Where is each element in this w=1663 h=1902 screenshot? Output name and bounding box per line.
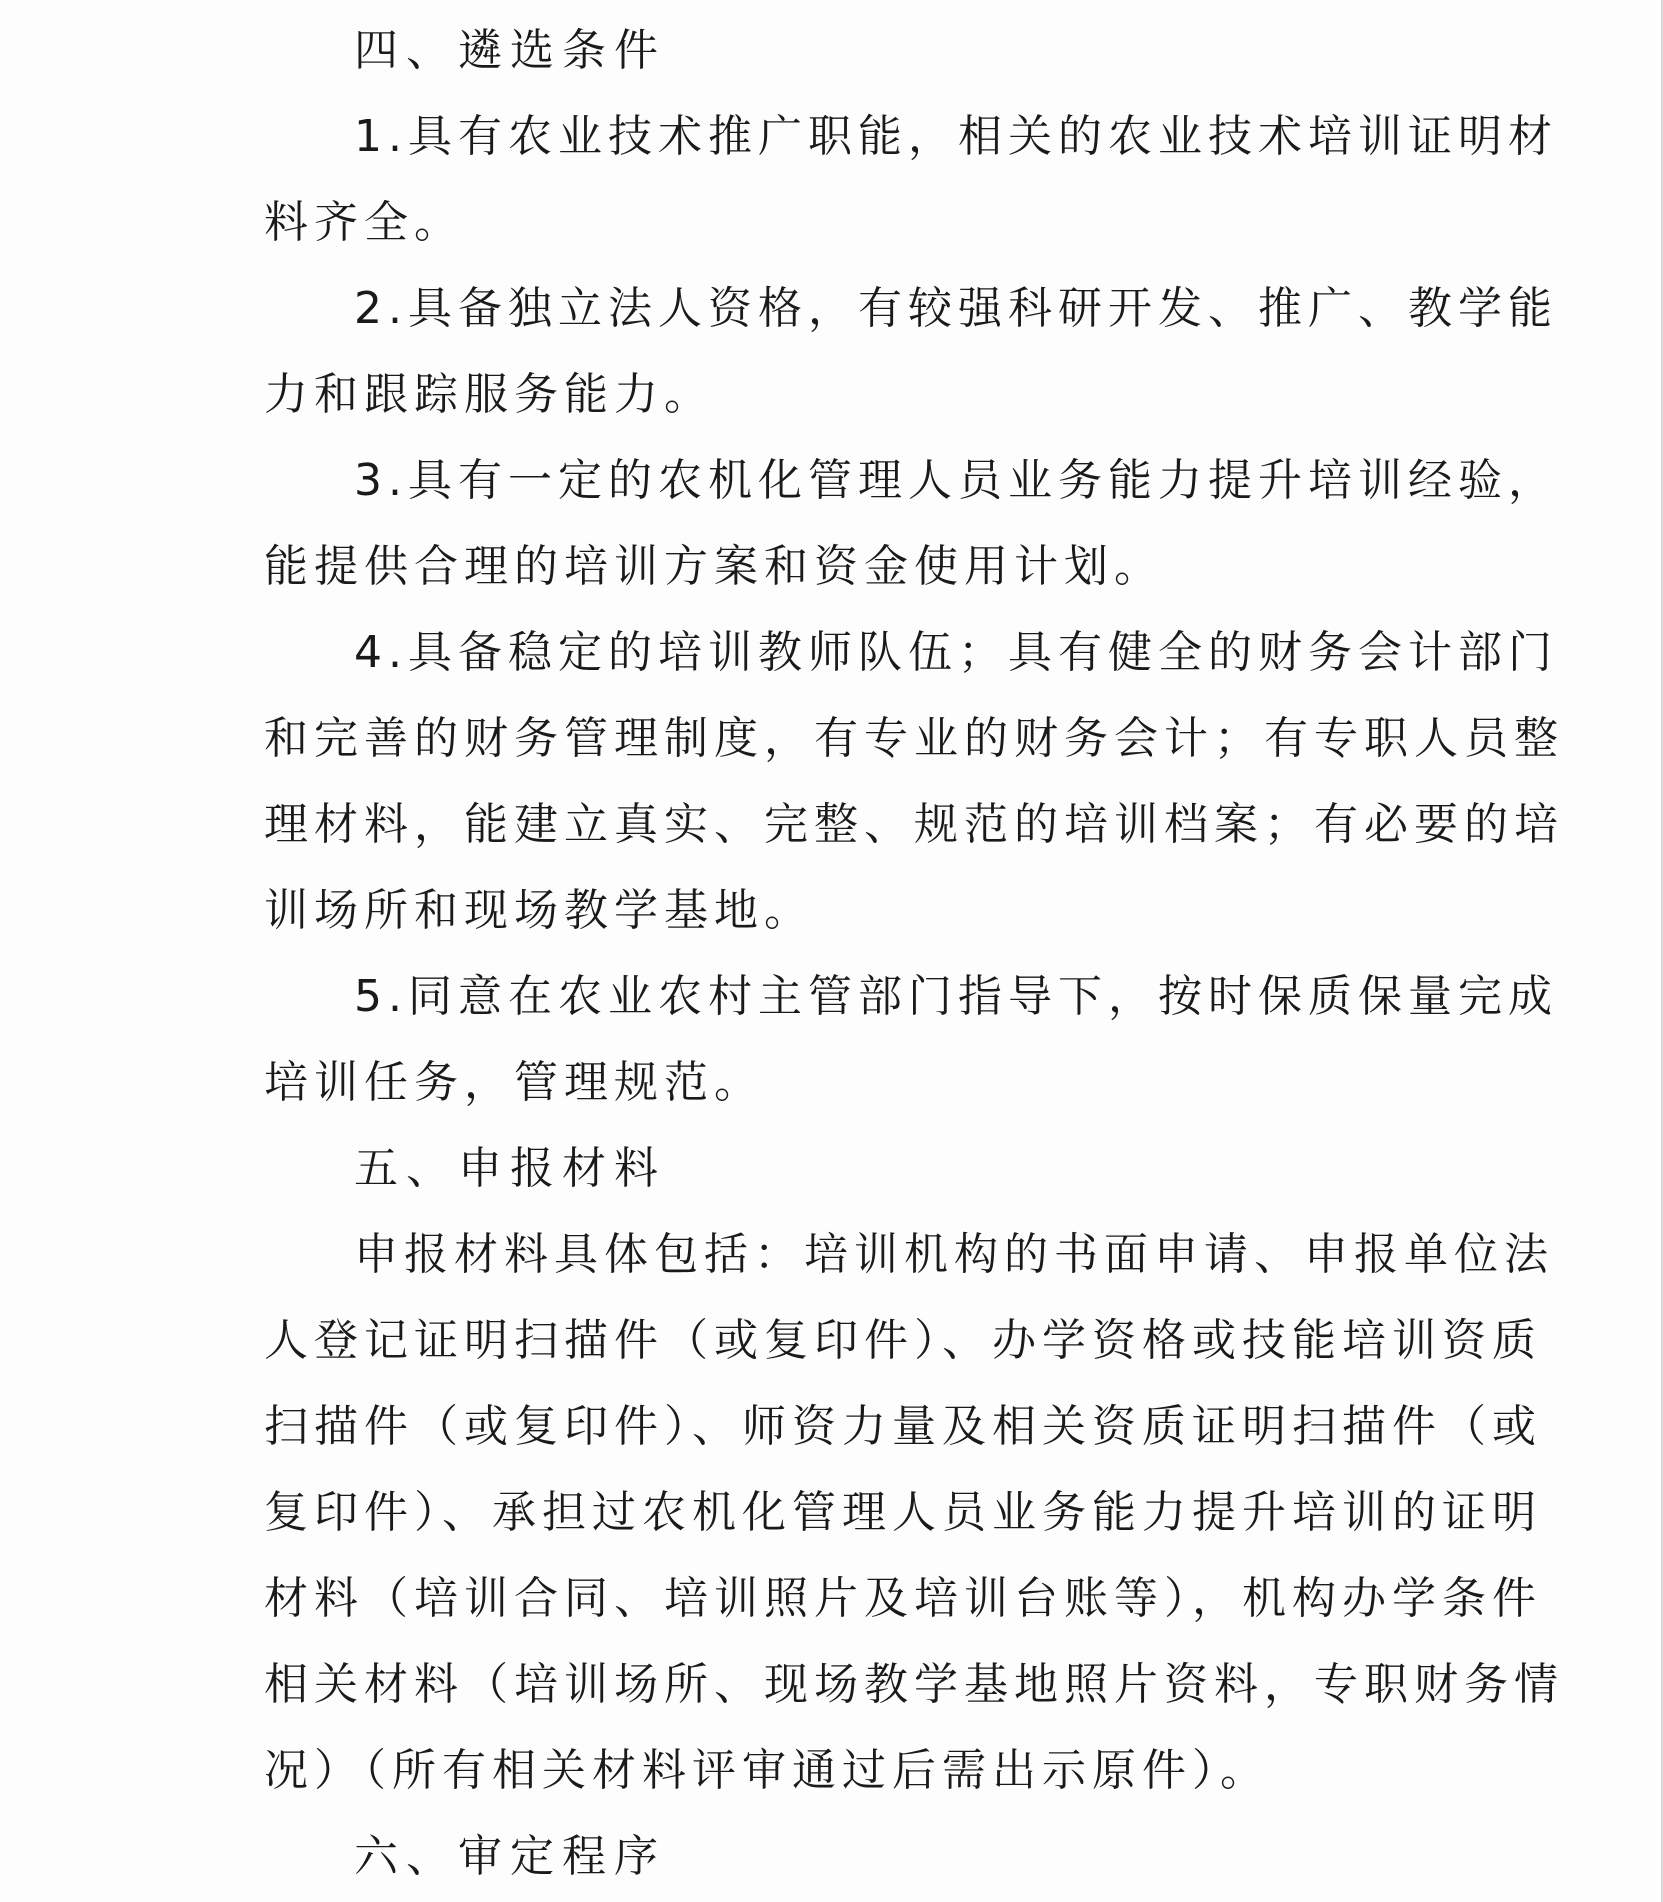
paragraph-line: 料齐全。 <box>264 197 464 248</box>
section-heading-4: 四、遴选条件 <box>354 25 666 76</box>
paragraph-line: 1.具有农业技术推广职能，相关的农业技术培训证明材 <box>354 111 1558 162</box>
application-materials-paragraph <box>264 1212 1564 1814</box>
paragraph-line: 训场所和现场教学基地。 <box>264 885 814 936</box>
section-heading-5: 五、申报材料 <box>354 1143 666 1194</box>
paragraph-line: 人登记证明扫描件（或复印件）、办学资格或技能培训资质 <box>264 1315 1542 1366</box>
criteria-item-1 <box>264 94 1558 266</box>
paragraph-line: 5.同意在农业农村主管部门指导下，按时保质保量完成 <box>354 971 1558 1022</box>
paragraph-line: 相关材料（培训场所、现场教学基地照片资料，专职财务情 <box>264 1659 1564 1710</box>
document-body <box>264 8 1564 1900</box>
criteria-item-2 <box>264 266 1558 438</box>
paragraph-line: 材料（培训合同、培训照片及培训台账等），机构办学条件 <box>264 1573 1542 1624</box>
paragraph-line: 2.具备独立法人资格，有较强科研开发、推广、教学能 <box>354 283 1558 334</box>
paragraph-line: 力和跟踪服务能力。 <box>264 369 714 420</box>
paragraph-line: 申报材料具体包括：培训机构的书面申请、申报单位法 <box>354 1229 1554 1280</box>
paragraph-line: 3.具有一定的农机化管理人员业务能力提升培训经验， <box>354 455 1558 506</box>
paragraph-line: 复印件）、承担过农机化管理人员业务能力提升培训的证明 <box>264 1487 1542 1538</box>
paragraph-line: 能提供合理的培训方案和资金使用计划。 <box>264 541 1164 592</box>
criteria-item-4 <box>264 610 1564 954</box>
section-heading-6: 六、审定程序 <box>354 1831 666 1882</box>
paragraph-line: 4.具备稳定的培训教师队伍；具有健全的财务会计部门 <box>354 627 1558 678</box>
criteria-item-3 <box>264 438 1558 610</box>
paragraph-line: 况）（所有相关材料评审通过后需出示原件）。 <box>264 1745 1270 1796</box>
paragraph-line: 理材料，能建立真实、完整、规范的培训档案；有必要的培 <box>264 799 1564 850</box>
paragraph-line: 扫描件（或复印件）、师资力量及相关资质证明扫描件（或 <box>264 1401 1542 1452</box>
paragraph-line: 培训任务，管理规范。 <box>264 1057 764 1108</box>
criteria-item-5 <box>264 954 1558 1126</box>
paragraph-line: 和完善的财务管理制度，有专业的财务会计；有专职人员整 <box>264 713 1564 764</box>
